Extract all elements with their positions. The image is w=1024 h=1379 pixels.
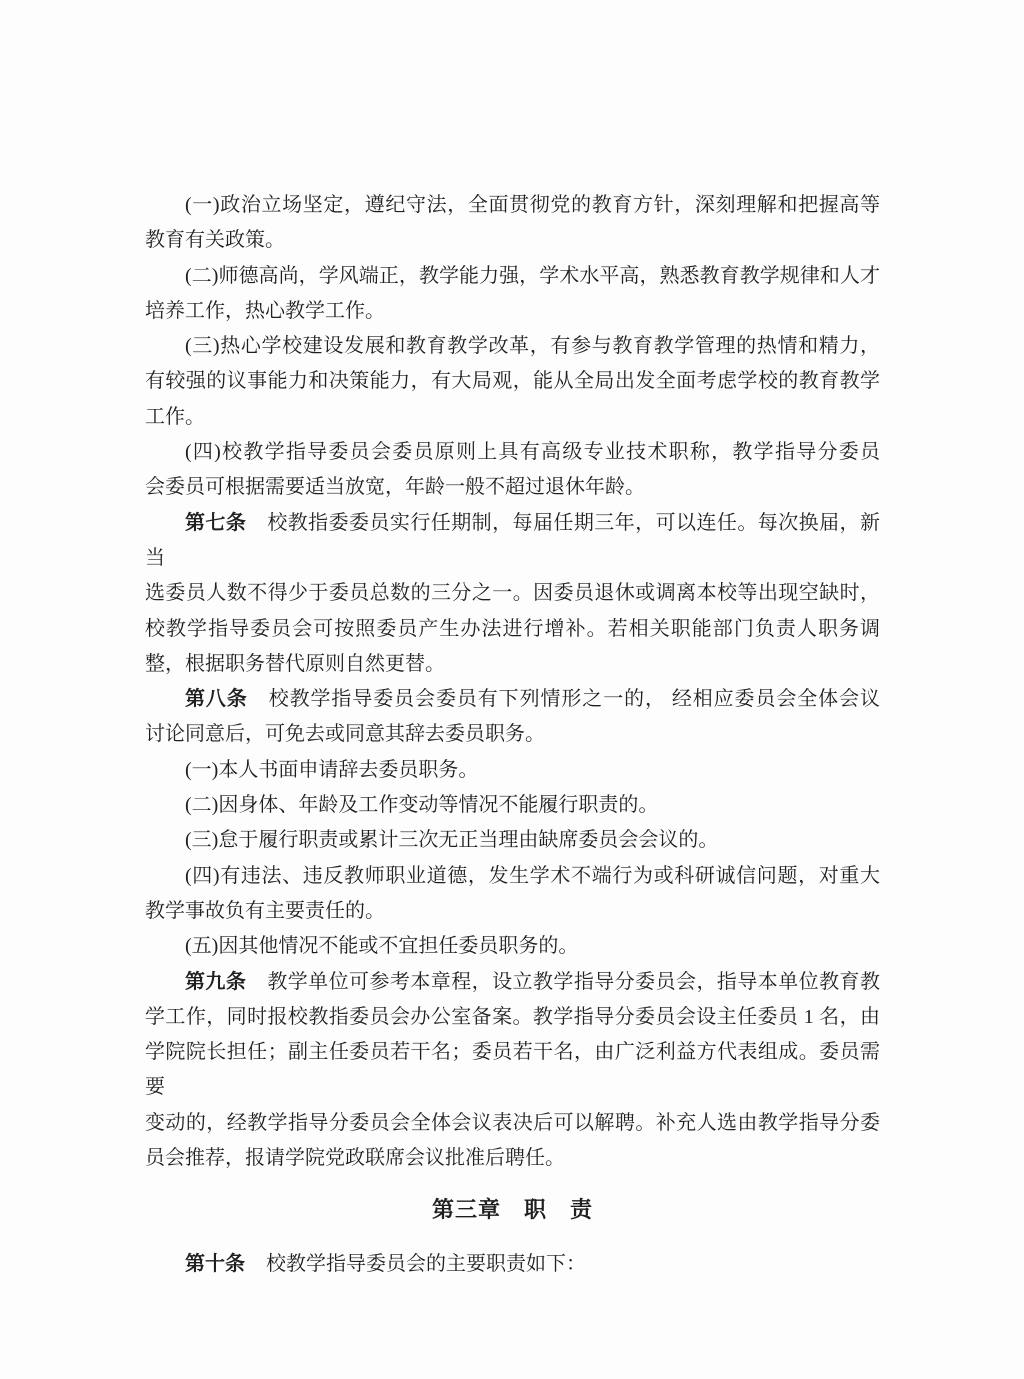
article-number: 第九条 (185, 970, 247, 993)
paragraph-line: 培养工作，热心教学工作。 (145, 299, 385, 322)
paragraph-line: 有较强的议事能力和决策能力，有大局观，能从全局出发全面考虑学校的教育教学 (145, 370, 880, 393)
paragraph-line: (三)热心学校建设发展和教育教学改革，有参与教育教学管理的热情和精力， (185, 335, 880, 358)
article-text: 教学单位可参考本章程，设立教学指导分委员会，指导本单位教育教 (267, 970, 880, 993)
paragraph-line: 学工作，同时报校教指委员会办公室备案。教学指导分委员会设主任委员 1 名，由 (145, 1005, 880, 1028)
list-item: (一)本人书面申请辞去委员职务。 (185, 758, 479, 781)
paragraph-line: (四)校教学指导委员会委员原则上具有高级专业技术职称，教学指导分委员 (185, 441, 880, 464)
article-text: 校教学指导委员会委员有下列情形之一的， 经相应委员会全体会议 (268, 688, 880, 711)
chapter-heading: 第三章 职 责 (431, 1197, 593, 1223)
paragraph-line: 员会推荐，报请学院党政联席会议批准后聘任。 (145, 1147, 565, 1170)
article-number: 第八条 (185, 688, 248, 711)
list-item: (二)因身体、年龄及工作变动等情况不能履行职责的。 (185, 794, 659, 817)
article-number: 第七条 (185, 511, 247, 534)
paragraph-line: 工作。 (145, 405, 205, 428)
article-text: 校教指委委员实行任期制，每届任期三年，可以连任。每次换届，新当 (145, 511, 880, 569)
paragraph-line: 会委员可根据需要适当放宽，年龄一般不超过退休年龄。 (145, 476, 645, 499)
paragraph-line: 讨论同意后，可免去或同意其辞去委员职务。 (145, 723, 545, 746)
paragraph-line: (一)政治立场坚定，遵纪守法，全面贯彻党的教育方针，深刻理解和把握高等 (185, 194, 880, 216)
list-item: (四)有违法、违反教师职业道德，发生学术不端行为或科研诚信问题，对重大 (185, 864, 880, 887)
paragraph-line-article-10 (145, 1247, 880, 1282)
paragraph-line: 教学事故负有主要责任的。 (145, 899, 385, 922)
paragraph-line: 教育有关政策。 (145, 229, 285, 252)
paragraph-line: (二)师德高尚，学风端正，教学能力强，学术水平高，熟悉教育教学规律和人才 (185, 264, 880, 287)
document-body (145, 188, 880, 1282)
article-number: 第十条 (185, 1252, 245, 1275)
paragraph-line: 学院院长担任；副主任委员若干名；委员若干名，由广泛利益方代表组成。委员需要 (145, 1041, 880, 1099)
paragraph-line-article-8 (145, 682, 880, 717)
paragraph-line-article-7 (145, 506, 880, 577)
paragraph-line: 变动的，经教学指导分委员会全体会议表决后可以解聘。补充人选由教学指导分委 (145, 1111, 880, 1134)
list-item: (三)怠于履行职责或累计三次无正当理由缺席委员会会议的。 (185, 829, 719, 852)
article-text: 校教学指导委员会的主要职责如下： (266, 1252, 586, 1275)
paragraph-line: 选委员人数不得少于委员总数的三分之一。因委员退休或调离本校等出现空缺时， (145, 582, 880, 605)
paragraph-line-article-9 (145, 965, 880, 1000)
paragraph-line: 整，根据职务替代原则自然更替。 (145, 652, 445, 675)
paragraph-line: 校教学指导委员会可按照委员产生办法进行增补。若相关职能部门负责人职务调 (145, 617, 880, 640)
list-item: (五)因其他情况不能或不宜担任委员职务的。 (185, 935, 579, 958)
